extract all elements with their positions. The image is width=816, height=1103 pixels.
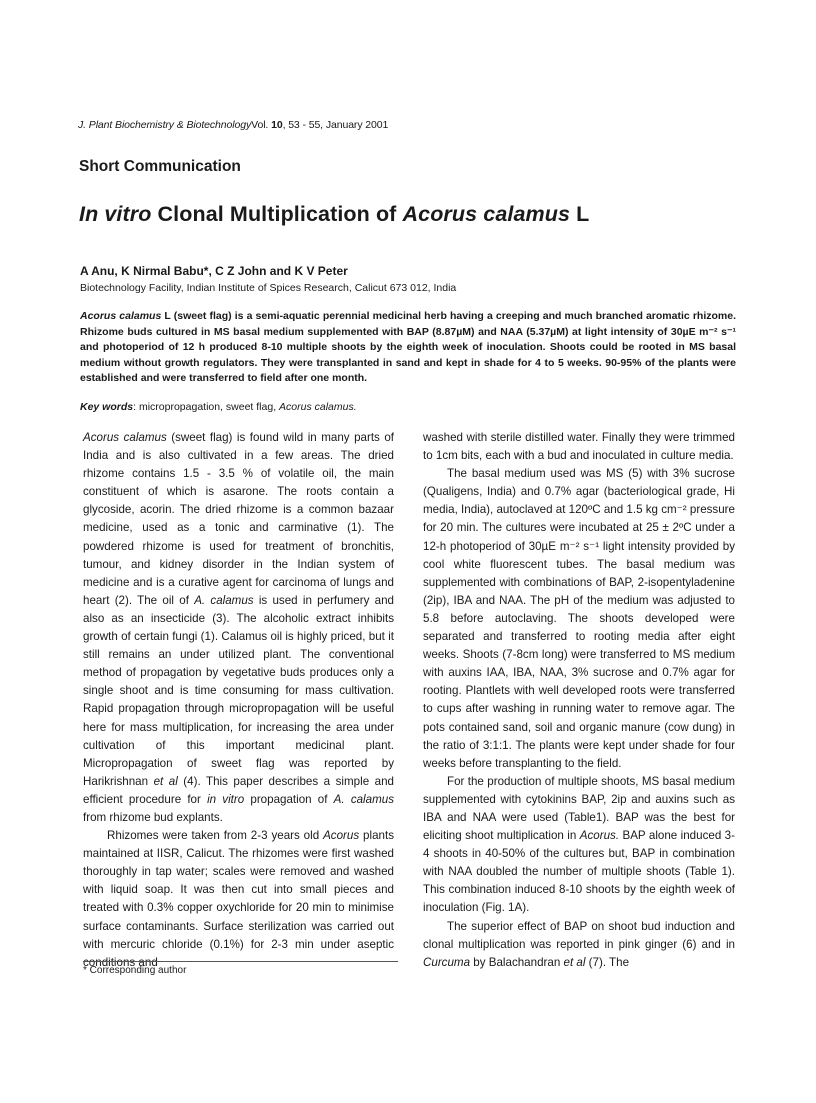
text-span: et al <box>563 955 586 969</box>
text-span: Acorus <box>323 829 360 843</box>
right-column <box>423 429 735 972</box>
right-paragraph-4 <box>423 918 735 972</box>
text-span: (7). The <box>585 955 630 969</box>
right-paragraph-3 <box>423 773 735 918</box>
text-span: plants maintained at IISR, Calicut. The rhizomes were first washed thoroughly in tap water; scales were removed and washed with liquid soap. It was then cut into small pieces and treated with 0.3% copper oxychloride for 20 min to minimise surface contaminants. Surface sterilization was carried out with mercuric chloride (0.1%) for 2-3 min under aseptic conditions and <box>83 829 394 969</box>
text-span: (4). This paper describes a simple and efficient procedure for <box>83 774 394 806</box>
text-span: by Balachandran <box>470 955 564 969</box>
journal-volume: 10 <box>271 119 283 131</box>
keywords-text: micropropagation, sweet flag, <box>138 401 280 413</box>
text-span: Acorus. <box>579 829 620 843</box>
keywords-label: Key words <box>80 401 134 413</box>
journal-vol-prefix: Vol. <box>251 119 272 131</box>
title-part1: In vitro <box>79 202 152 226</box>
footnote: * Corresponding author <box>83 965 187 976</box>
footnote-divider <box>83 961 398 962</box>
text-span: Rhizomes were taken from 2-3 years old <box>107 829 324 843</box>
paper-title <box>79 202 589 227</box>
section-heading: Short Communication <box>79 158 241 175</box>
title-part3: Acorus calamus <box>402 202 571 226</box>
authors: A Anu, K Nirmal Babu*, C Z John and K V Peter <box>80 264 348 278</box>
keywords-colon: : <box>133 401 139 413</box>
text-span: is used in perfumery and also as an insecticide (3). The alcoholic extract inhibits growth of certain fungi (1). Calamus oil is highly priced, but it still remains an under utilized plant. The conventional method of propagation by vegetative buds produces only a single shoot and is time consuming for mass cultivation. Rapid propagation through micropropagation will be useful here for mass multiplication, for increasing the area under cultivation of this important medicinal plant. Micropropagation of sweet flag was reported by Harikrishnan <box>83 593 394 788</box>
text-span: propagation of <box>244 792 334 806</box>
title-part2: Clonal Multiplication of <box>151 202 403 226</box>
text-span: et al <box>153 774 178 788</box>
text-span: Curcuma <box>423 955 471 969</box>
affiliation: Biotechnology Facility, Indian Institute of Spices Research, Calicut 673 012, India <box>80 282 457 294</box>
text-span: For the production of multiple shoots, MS basal medium supplemented with cytokinins BAP, 2ip and auxins such as IBA and NAA were used (Table1). BAP was the best for eliciting shoot multiplication in <box>423 774 735 843</box>
text-span: BAP alone induced 3-4 shoots in 40-50% of the cultures but, BAP in combination with NAA doubled the number of multiple shoots (Table 1). This combination induced 8-10 shoots by the eighth week of inoculation (Fig. 1A). <box>423 829 735 915</box>
text-span: from rhizome bud explants. <box>83 810 223 824</box>
journal-pages-date: , 53 - 55, January 2001 <box>282 119 389 131</box>
text-span: The superior effect of BAP on shoot bud induction and clonal multiplication was reported in pink ginger (6) and in <box>423 919 735 951</box>
left-column <box>83 429 394 972</box>
keywords <box>80 401 357 413</box>
text-span: (sweet flag) is found wild in many parts of India and is also cultivated in a few areas. The dried rhizome contains 1.5 - 3.5 % of volatile oil, the main constituent of which is asarone. The roots contain a glycoside, acorin. The dried rhizome is a common bazaar medicine, used as a tonic and carminative (1). The powdered rhizome is used for treatment of bronchitis, tumour, and kidney disorder in the Indian system of medicine and is a curative agent for carcinoma of lungs and heart (2). The oil of <box>83 431 394 607</box>
journal-name: J. Plant Biochemistry & Biotechnology <box>78 119 252 131</box>
left-paragraph-1 <box>83 429 394 827</box>
text-span: A. calamus <box>194 593 254 607</box>
right-paragraph-1: washed with sterile distilled water. Finally they were trimmed to 1cm bits, each with a bud and inoculated in culture media. <box>423 431 735 463</box>
keywords-italic: Acorus calamus. <box>279 401 357 413</box>
text-span: A. calamus <box>333 792 394 806</box>
left-paragraph-2 <box>83 827 394 972</box>
text-span: in vitro <box>207 792 245 806</box>
abstract-text: L (sweet flag) is a semi-aquatic perennial medicinal herb having a creeping and much branched aromatic rhizome. Rhizome buds cultured in MS basal medium supplemented with BAP (8.87µM) and NAA (5.37µM) at light intensity of 30µE m⁻² s⁻¹ and photoperiod of 12 h produced 8-10 multiple shoots by the eighth week of inoculation. Shoots could be rooted in MS basal medium without growth regulators. They were transplanted in sand and kept in shade for 4 to 5 weeks. 90-95% of the plants were established and were transferred to field after one month. <box>80 310 736 384</box>
abstract-lead: Acorus calamus <box>80 310 162 322</box>
right-paragraph-2: The basal medium used was MS (5) with 3% sucrose (Qualigens, India) and 0.7% agar (bacteriological grade, Hi media, India), autoclaved at 120ºC and 1.5 kg cm⁻² pressure for 20 min. The cultures were incubated at 25 ± 2ºC under a 12-h photoperiod of 30µE m⁻² s⁻¹ light intensity provided by cool white fluorescent tubes. The basal medium was supplemented with combinations of BAP, 2-isopentyladenine (2ip), IBA and NAA. The pH of the medium was adjusted to 5.8 before autoclaving. The shoots developed were separated and transferred to rooting media after eight weeks. Shoots (7-8cm long) were transferred to MS medium with auxins IAA, IBA, NAA, 3% sucrose and 0.7% agar for rooting. Plantlets with well developed roots were transferred to cups after washing in running water to remove agar. The pots contained sand, soil and organic manure (cow dung) in the ratio of 3:1:1. The plants were kept under shade for four weeks before transplanting to the field. <box>423 467 735 770</box>
abstract <box>80 309 736 387</box>
journal-citation <box>78 119 388 131</box>
title-part4: L <box>570 202 590 226</box>
text-span: Acorus calamus <box>83 431 167 444</box>
